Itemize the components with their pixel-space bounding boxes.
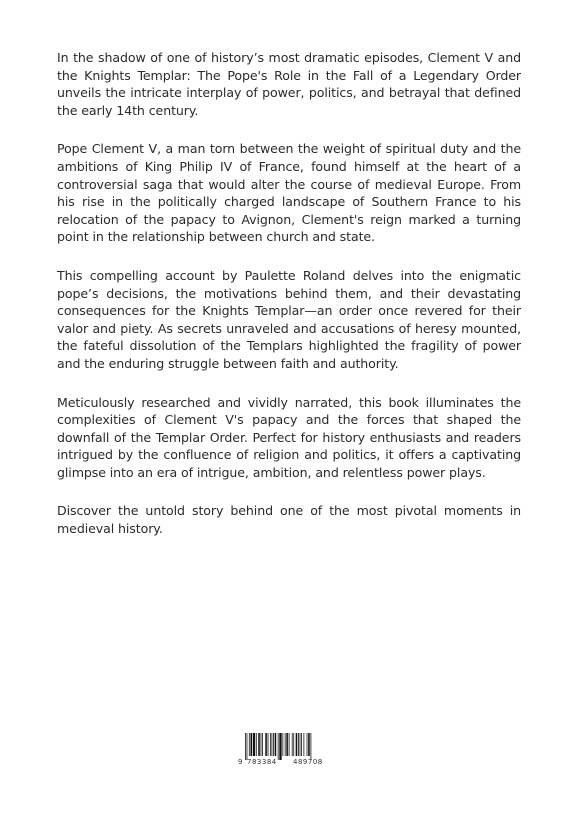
barcode-bar	[296, 733, 298, 756]
barcode-bar	[268, 733, 269, 756]
barcode-bar	[262, 733, 263, 756]
barcode-bar	[253, 733, 255, 756]
barcode-bar	[273, 733, 274, 756]
barcode-bar	[256, 733, 257, 756]
barcode-bar	[250, 733, 252, 756]
barcode-bar	[245, 733, 246, 760]
barcode-graphic	[238, 733, 340, 765]
blurb-paragraph-4: Meticulously researched and vividly narrated, this book illuminates the complexities of Clement V's papacy and the forces that shaped the downfall of the Templar Order. Perfect for history enthusiasts and readers intrigued by the confluence of religion and politics, it offers a captivating glimpse into an era of intrigue, ambition, and relentless power plays.	[57, 394, 521, 480]
barcode-bar	[258, 733, 260, 756]
barcode-bar	[289, 733, 290, 756]
blurb-text	[57, 49, 521, 559]
barcode-bar	[307, 733, 308, 756]
blurb-paragraph-3: This compelling account by Paulette Roland delves into the enigmatic pope’s decisions, the motivations behind them, and their devastating consequences for the Knights Templar—an order once revered for their valor and piety. As secrets unraveled and accusations of heresy mounted, the fateful dissolution of the Templars highlighted the fragility of power and the enduring struggle between faith and authority.	[57, 267, 521, 371]
barcode-bar	[278, 733, 279, 760]
barcode-bar	[285, 733, 286, 756]
barcode-left-digits: 783384	[247, 758, 277, 765]
barcode-bar	[279, 733, 281, 760]
barcode-bar	[282, 733, 283, 756]
barcode-bar	[270, 733, 271, 756]
barcode-bar	[265, 733, 267, 756]
barcode-bar	[308, 733, 310, 756]
isbn-barcode	[238, 733, 340, 765]
barcode-bar	[293, 733, 294, 756]
barcode-bar	[304, 733, 305, 756]
barcode-bar	[247, 733, 248, 760]
barcode-bar	[300, 733, 301, 756]
barcode-bar	[298, 733, 299, 756]
barcode-bar	[275, 733, 277, 756]
barcode-bar	[311, 733, 312, 760]
barcode-bar	[301, 733, 302, 756]
blurb-paragraph-1: In the shadow of one of history’s most dramatic episodes, Clement V and the Knights Templar: The Pope's Role in the Fall of a Legendary Order unveils the intricate interplay of power, politics, and betrayal that defined the early 14th century.	[57, 50, 521, 118]
barcode-bar	[249, 733, 250, 756]
barcode-bar	[286, 733, 288, 756]
barcode-right-digits: 489708	[293, 758, 323, 765]
barcode-bar	[261, 733, 262, 756]
barcode-bar	[292, 733, 293, 756]
blurb-paragraph-5: Discover the untold story behind one of the most pivotal moments in medieval history.	[57, 503, 521, 537]
blurb-paragraph-2: Pope Clement V, a man torn between the weight of spiritual duty and the ambitions of King Philip IV of France, found himself at the heart of a controversial saga that would alter the course of medieval Europe. From his rise in the politically charged landscape of Southern France to his relocation of the papacy to Avignon, Clement's reign marked a turning point in the relationship between church and state.	[57, 141, 521, 245]
barcode-lead-digit: 9	[238, 758, 243, 765]
barcode-bar	[272, 733, 273, 756]
